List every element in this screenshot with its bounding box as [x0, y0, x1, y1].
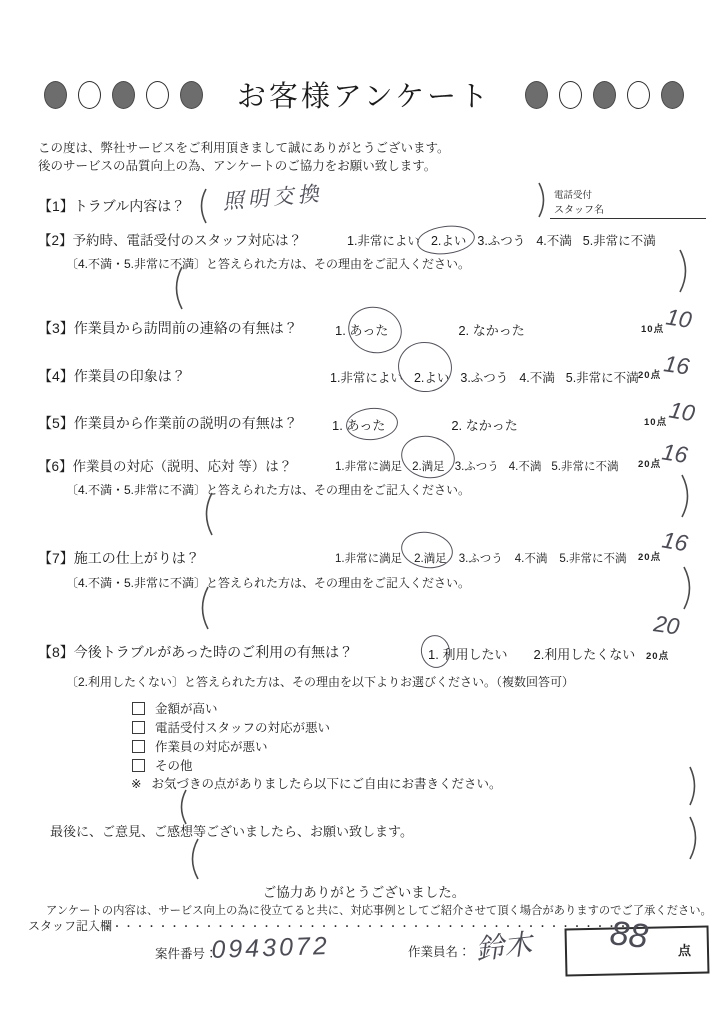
q8-free-bracket-open-icon	[176, 789, 188, 825]
q8-checkbox-row-4	[132, 756, 193, 774]
case-number-handwritten: 0943072	[210, 931, 331, 965]
q3-options	[335, 320, 525, 339]
total-score-handwritten: 88	[608, 914, 650, 956]
dotted-leader: ・・・・・・・・・・・・・・・・・・・・・・・・・・・・・・・・・・・・・・・・・・・・・	[112, 922, 630, 933]
q8-checkbox-label-2: 電話受付スタッフの対応が悪い	[155, 721, 331, 735]
q7-option-3: 3.ふつう	[458, 553, 503, 565]
circle-filled-icon	[661, 81, 684, 109]
q6-score-handwritten: 16	[660, 438, 690, 469]
q4-option-5: 5.非常に不満	[565, 371, 639, 385]
q3-max-points: 10点	[641, 324, 665, 335]
q2-options	[347, 231, 656, 249]
checkbox-icon	[132, 721, 145, 734]
q6-label: 【6】作業員の対応（説明、応対 等）は？	[38, 459, 293, 474]
q6-reason-bracket-open-icon	[200, 492, 214, 536]
q6-option-3: 3.ふつう	[454, 461, 499, 473]
checkbox-icon	[132, 702, 145, 715]
q2-option-2: 2.よい	[430, 234, 467, 248]
q8-note: 〔2.利用したくない〕と答えられた方は、その理由を以下よりお選びください。（複数回答可）	[66, 675, 575, 689]
q3-score-handwritten: 10	[664, 303, 694, 334]
q4-option-3: 3.ふつう	[460, 371, 509, 385]
circle-filled-icon	[180, 81, 203, 109]
final-comment-label: 最後に、ご意見、ご感想等ございましたら、お願い致します。	[50, 824, 413, 839]
answer-bracket-open-icon	[196, 188, 208, 224]
q5-score-handwritten: 10	[667, 396, 697, 427]
circle-outline-icon	[146, 81, 169, 109]
q3-selected-circle-mark	[343, 301, 407, 359]
q4-score-handwritten: 16	[662, 350, 692, 380]
q6-option-1: 1.非常に満足	[335, 461, 403, 473]
q6-option-4: 4.不満	[508, 461, 542, 473]
q7-reason-bracket-open-icon	[196, 586, 210, 630]
staff-row-label: スタッフ記入欄	[28, 919, 113, 933]
q1-label: 【1】トラブル内容は？	[38, 198, 186, 214]
decorative-circles-left	[44, 81, 203, 109]
q1-tel-label-1: 電話受付	[554, 190, 593, 201]
intro-line-2: 後のサービスの品質向上の為、アンケートのご協力をお願い致します。	[38, 159, 437, 173]
q5-label: 【5】作業員から作業前の説明の有無は？	[38, 415, 298, 431]
q2-note: 〔4.不満・5.非常に不満〕と答えられた方は、その理由をご記入ください。	[66, 257, 471, 271]
q4-option-2: 2.よい	[413, 371, 450, 385]
q8-checkbox-label-4: その他	[155, 759, 193, 773]
q2-reason-bracket-close-icon	[678, 249, 692, 293]
q8-option-1: 1. 利用したい	[428, 647, 508, 662]
q8-options	[428, 644, 635, 663]
intro-line-1: この度は、弊社サービスをご利用頂きまして誠にありがとうございます。	[38, 141, 450, 155]
q3-option-1: 1. あった	[335, 323, 389, 338]
q3-option-2: 2. なかった	[458, 323, 525, 338]
q7-selected-circle-mark	[399, 528, 456, 572]
q7-label: 【7】施工の仕上がりは？	[38, 550, 200, 566]
q2-selected-circle-mark	[416, 223, 477, 258]
q6-selected-circle-mark	[397, 431, 458, 483]
q4-options	[330, 368, 639, 386]
reference-mark: ※	[131, 776, 142, 791]
q8-option-2: 2.利用したくない	[533, 647, 636, 662]
page-title: お客様アンケート	[236, 81, 492, 113]
q1-tel-label-2: スタッフ名	[554, 205, 604, 216]
decorative-circles-right	[525, 81, 684, 109]
q8-max-points: 20点	[646, 651, 670, 662]
q6-max-points: 20点	[638, 459, 662, 470]
circle-outline-icon	[627, 81, 650, 109]
q6-option-2: 2.満足	[412, 461, 445, 473]
q8-score-handwritten: 20	[652, 610, 682, 640]
q7-note: 〔4.不満・5.非常に不満〕と答えられた方は、その理由をご記入ください。	[66, 576, 471, 590]
checkbox-icon	[132, 740, 145, 753]
header	[0, 74, 728, 115]
circle-filled-icon	[525, 81, 548, 109]
checkbox-icon	[132, 759, 145, 772]
q6-options	[335, 458, 618, 474]
answer-bracket-close-icon	[537, 182, 549, 218]
q5-option-2: 2. なかった	[451, 418, 518, 433]
q2-label: 【2】予約時、電話受付のスタッフ対応は？	[38, 233, 303, 248]
worker-name-label: 作業員名：	[408, 945, 471, 959]
q3-label: 【3】作業員から訪問前の連絡の有無は？	[38, 320, 298, 336]
q5-options	[332, 415, 518, 434]
q8-selected-circle-mark	[418, 632, 453, 670]
case-number-label: 案件番号：	[155, 947, 218, 961]
circle-filled-icon	[44, 81, 67, 109]
q7-option-2: 2.満足	[414, 553, 447, 565]
q8-checkbox-label-1: 金額が高い	[155, 702, 218, 716]
q4-selected-circle-mark	[394, 338, 455, 396]
final-bracket-close-icon	[688, 816, 702, 860]
closing-note: アンケートの内容は、サービス向上の為に役立てると共に、対応事例としてご紹介させて頂く場合がありますのでご了承ください。	[46, 905, 712, 917]
q7-max-points: 20点	[638, 552, 662, 563]
q7-reason-bracket-close-icon	[682, 566, 696, 610]
q8-checkbox-row-2	[132, 718, 330, 736]
q7-option-4: 4.不満	[514, 553, 548, 565]
q2-option-1: 1.非常によい	[347, 234, 420, 248]
q8-checkbox-label-3: 作業員の対応が悪い	[155, 740, 268, 754]
q7-score-handwritten: 16	[660, 526, 690, 557]
q6-option-5: 5.非常に不満	[551, 461, 619, 473]
q7-option-1: 1.非常に満足	[335, 553, 403, 565]
q2-option-4: 4.不満	[536, 234, 572, 248]
circle-filled-icon	[593, 81, 616, 109]
q5-max-points: 10点	[644, 417, 668, 428]
q4-label: 【4】作業員の印象は？	[38, 368, 186, 384]
q2-option-3: 3.ふつう	[477, 234, 526, 248]
staff-name-line	[550, 218, 706, 219]
q8-checkbox-row-3	[132, 737, 268, 755]
worker-name-handwritten: 鈴木	[474, 928, 534, 966]
q6-note: 〔4.不満・5.非常に不満〕と答えられた方は、その理由をご記入ください。	[66, 483, 471, 497]
q8-free-comment-label: お気づきの点がありましたら以下にご自由にお書きください。	[151, 777, 502, 791]
q2-option-5: 5.非常に不満	[582, 234, 656, 248]
q8-checkbox-row-1	[132, 699, 218, 717]
q8-label: 【8】今後トラブルがあった時のご利用の有無は？	[38, 644, 354, 660]
q7-options	[335, 550, 626, 566]
q6-reason-bracket-close-icon	[680, 474, 694, 518]
q7-option-5: 5.非常に不満	[559, 553, 627, 565]
q2-reason-bracket-open-icon	[170, 266, 184, 310]
q8-free-bracket-close-icon	[688, 766, 700, 806]
q4-max-points: 20点	[638, 370, 662, 381]
thanks-text: ご協力ありがとうございました。	[262, 885, 466, 900]
q1-answer-handwritten: 照明交換	[221, 182, 324, 215]
circle-filled-icon	[112, 81, 135, 109]
q4-option-4: 4.不満	[519, 371, 555, 385]
final-bracket-open-icon	[186, 838, 200, 880]
q4-option-1: 1.非常によい	[330, 371, 403, 385]
circle-outline-icon	[559, 81, 582, 109]
q5-selected-circle-mark	[345, 406, 400, 442]
score-unit-label: 点	[678, 943, 692, 958]
circle-outline-icon	[78, 81, 101, 109]
q5-option-1: 1. あった	[332, 418, 386, 433]
